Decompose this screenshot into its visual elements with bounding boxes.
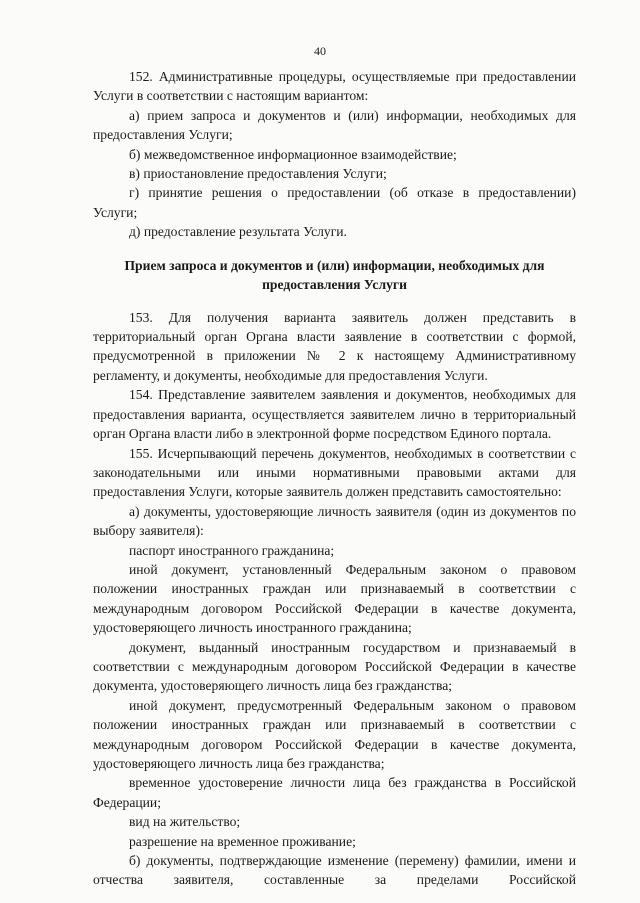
list-item-a: а) прием запроса и документов и (или) информации, необходимых для предоставления Услуги;	[93, 107, 576, 143]
page-number: 40	[314, 44, 326, 58]
doc-temporary-residence: разрешение на временное проживание;	[129, 833, 356, 849]
paragraph-155: 155. Исчерпывающий перечень документов, необходимых в соответствии с законодательными или иными нормативными правовыми актами для предоставления Услуги, которые заявитель должен представить самостоятельно:	[93, 445, 576, 500]
list-item-v: в) приостановление предоставления Услуги;	[129, 166, 387, 182]
doc-foreign-state: документ, выданный иностранным государством и признаваемый в соответствии с международным договором Российской Федерации в качестве документа, удостоверяющего личность лица без гражданства;	[93, 639, 576, 694]
document-body	[93, 67, 576, 890]
doc-item-b: б) документы, подтверждающие изменение (перемену) фамилии, имени и отчества заявителя, составленные за пределами Российской	[93, 853, 576, 888]
paragraph-153: 153. Для получения варианта заявитель должен представить в территориальный орган Органа власти заявление в соответствии с формой, предусмотренной в приложении № 2 к настоящему Административному регламенту, и документы, необходимые для предоставления Услуги.	[93, 309, 576, 383]
doc-passport: паспорт иностранного гражданина;	[129, 542, 335, 558]
doc-other-foreign: иной документ, установленный Федеральным законом о правовом положении иностранных граждан или признаваемый в соответствии с международным договором Российской Федерации в качестве документа, удостоверяющего личность иностранного гражданина;	[93, 561, 576, 636]
paragraph-152: 152. Административные процедуры, осуществляемые при предоставлении Услуги в соответствии с настоящим вариантом:	[93, 69, 576, 104]
doc-other-stateless: иной документ, предусмотренный Федеральным законом о правовом положении иностранных граждан или признаваемый в соответствии с международным договором Российской Федерации в качестве документа, удостоверяющего личность лица без гражданства;	[93, 697, 576, 771]
paragraph-154: 154. Представление заявителем заявления и документов, необходимых для предоставления варианта, осуществляется заявителем лично в территориальный орган Органа власти либо в электронной форме посредством Единого портала.	[93, 387, 576, 442]
doc-item-a: а) документы, удостоверяющие личность заявителя (один из документов по выбору заявителя):	[93, 503, 576, 539]
list-item-b: б) межведомственное информационное взаимодействие;	[129, 146, 457, 162]
main-section	[93, 308, 576, 890]
list-item-d: д) предоставление результата Услуги.	[129, 224, 347, 240]
list-item-g: г) принятие решения о предоставлении (об отказе в предоставлении) Услуги;	[93, 185, 576, 220]
doc-residence-permit: вид на жительство;	[129, 814, 241, 830]
doc-temporary-id: временное удостоверение личности лица без гражданства в Российской Федерации;	[93, 775, 576, 810]
procedures-list	[93, 67, 576, 242]
section-heading: Прием запроса и документов и (или) информации, необходимых для предоставления Услуги	[124, 257, 545, 292]
